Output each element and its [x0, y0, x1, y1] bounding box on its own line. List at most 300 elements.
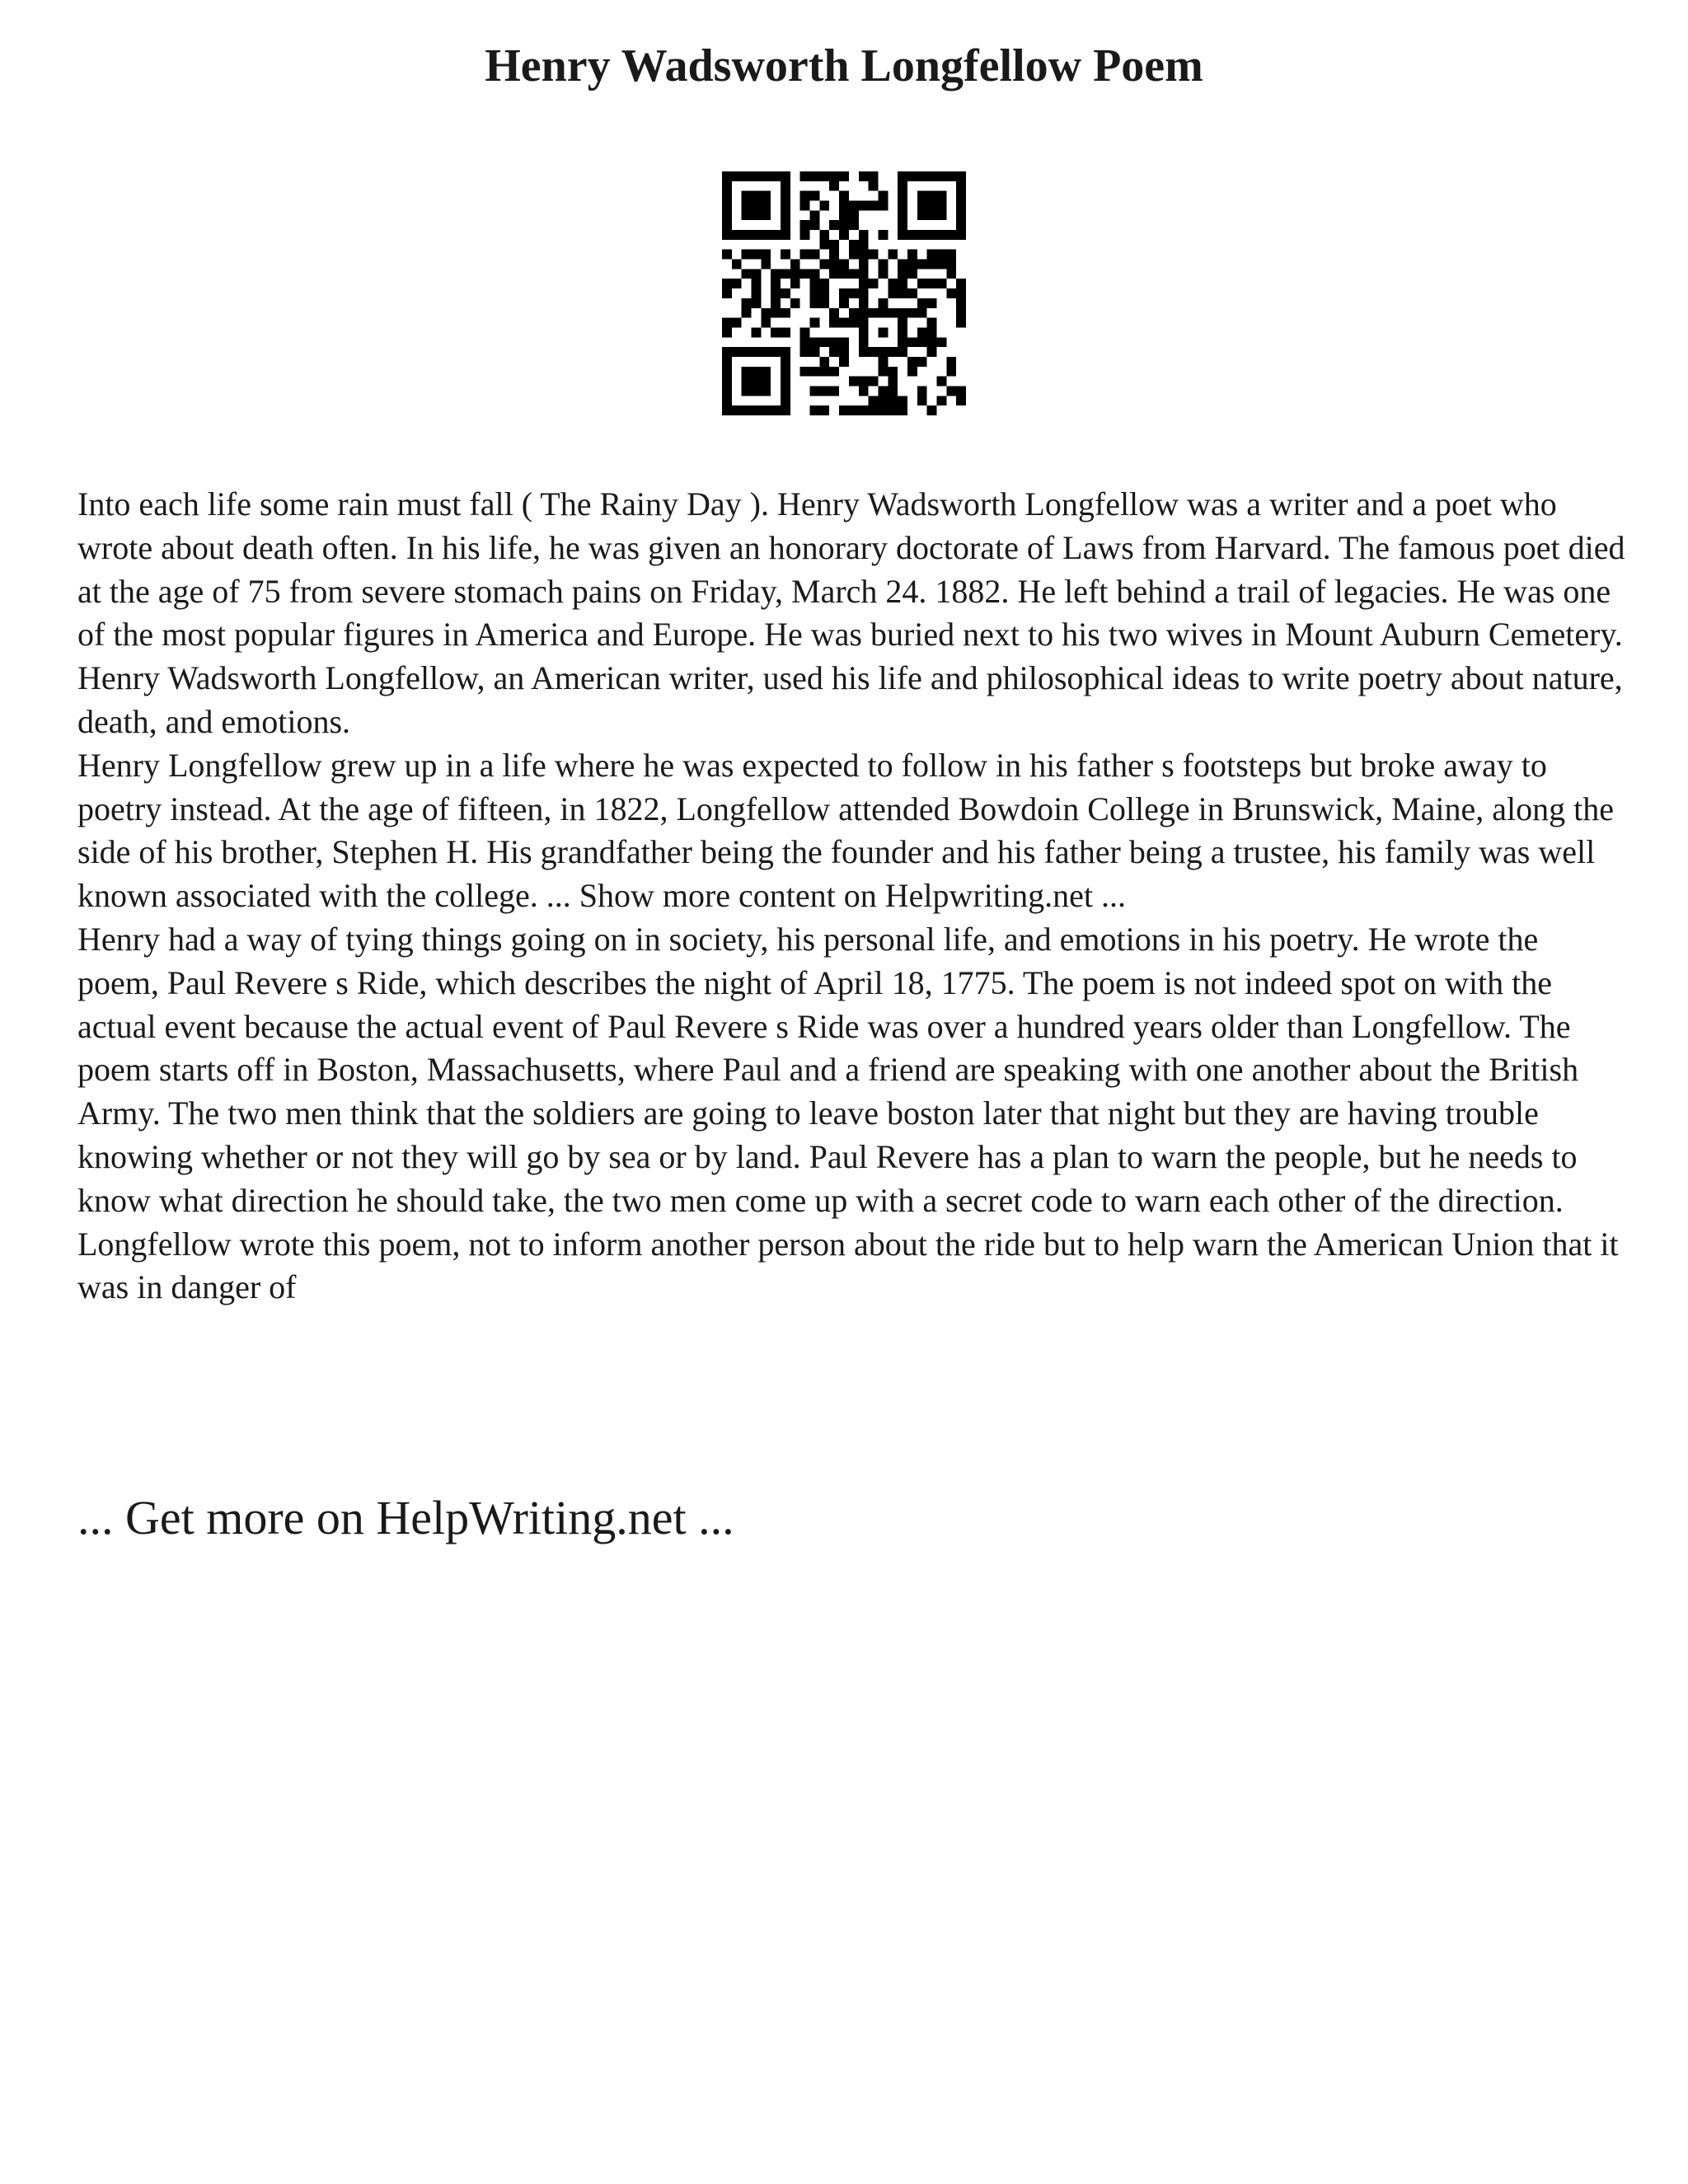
qr-module	[742, 405, 752, 415]
qr-module	[732, 318, 742, 328]
qr-module	[839, 357, 849, 367]
qr-module	[898, 220, 907, 230]
qr-module	[917, 298, 927, 308]
qr-module	[800, 347, 810, 357]
qr-module	[771, 347, 781, 357]
qr-module	[790, 279, 800, 288]
qr-module	[936, 260, 946, 269]
qr-module	[781, 396, 790, 405]
qr-module	[810, 298, 820, 308]
qr-module	[859, 405, 869, 415]
qr-module	[810, 269, 820, 279]
qr-module	[839, 347, 849, 357]
qr-module	[781, 250, 790, 260]
qr-module	[888, 347, 898, 357]
qr-module	[732, 230, 742, 240]
qr-module	[722, 171, 732, 181]
qr-module	[859, 386, 869, 396]
qr-module	[810, 337, 820, 347]
qr-module	[781, 269, 790, 279]
qr-module	[907, 308, 917, 318]
qr-module	[907, 260, 917, 269]
qr-module	[819, 171, 829, 181]
qr-module	[781, 181, 790, 191]
qr-module	[781, 210, 790, 220]
qr-module	[722, 367, 732, 377]
qr-module	[878, 347, 888, 357]
qr-module	[839, 210, 849, 220]
qr-module	[742, 347, 752, 357]
qr-module	[946, 171, 956, 181]
qr-module	[761, 308, 771, 318]
qr-module	[771, 298, 781, 308]
qr-module	[819, 386, 829, 396]
qr-module	[869, 201, 879, 211]
qr-module	[946, 288, 956, 298]
qr-module	[917, 260, 927, 269]
qr-module	[781, 171, 790, 181]
qr-module	[927, 201, 937, 211]
qr-module	[869, 250, 879, 260]
qr-module	[849, 308, 859, 318]
qr-module	[869, 279, 879, 288]
qr-module	[898, 201, 907, 211]
qr-module	[917, 308, 927, 318]
qr-module	[819, 240, 829, 250]
qr-module	[829, 240, 839, 250]
qr-module	[927, 260, 937, 269]
qr-module	[722, 405, 732, 415]
qr-module	[839, 230, 849, 240]
qr-module	[898, 337, 907, 347]
qr-module	[936, 191, 946, 201]
qr-module	[936, 201, 946, 211]
qr-module	[781, 357, 790, 367]
qr-module	[742, 250, 752, 260]
qr-module	[819, 357, 829, 367]
qr-module	[898, 318, 907, 328]
qr-module	[917, 171, 927, 181]
qr-module	[829, 337, 839, 347]
qr-module	[936, 377, 946, 387]
qr-module	[742, 377, 752, 387]
qr-module	[878, 260, 888, 269]
qr-module	[722, 377, 732, 387]
qr-module	[878, 298, 888, 308]
qr-module	[819, 260, 829, 269]
qr-module	[927, 405, 937, 415]
qr-module	[936, 279, 946, 288]
qr-module	[849, 250, 859, 260]
qr-module	[898, 181, 907, 191]
qr-module	[936, 210, 946, 220]
qr-module	[956, 210, 966, 220]
qr-module	[752, 250, 762, 260]
qr-module	[849, 269, 859, 279]
qr-module	[898, 171, 907, 181]
qr-module	[800, 367, 810, 377]
qr-module	[732, 405, 742, 415]
qr-module	[956, 171, 966, 181]
qr-module	[927, 318, 937, 328]
qr-module	[761, 171, 771, 181]
qr-module	[742, 201, 752, 211]
qr-module	[781, 308, 790, 318]
qr-module	[888, 250, 898, 260]
qr-module	[771, 288, 781, 298]
qr-module	[800, 191, 810, 201]
qr-module	[956, 220, 966, 230]
qr-module	[829, 308, 839, 318]
qr-module	[800, 171, 810, 181]
qr-module	[752, 298, 762, 308]
qr-module	[859, 279, 869, 288]
qr-module	[849, 201, 859, 211]
qr-module	[859, 308, 869, 318]
qr-module	[859, 260, 869, 269]
qr-module	[800, 269, 810, 279]
qr-module	[898, 347, 907, 357]
qr-module	[742, 386, 752, 396]
article-body	[77, 483, 1627, 1310]
qr-module	[829, 260, 839, 269]
qr-module	[898, 230, 907, 240]
qr-module	[859, 298, 869, 308]
qr-module	[810, 367, 820, 377]
qr-module	[907, 288, 917, 298]
qr-module	[810, 386, 820, 396]
qr-module	[752, 269, 762, 279]
qr-code-graphic	[722, 171, 966, 415]
qr-module	[859, 347, 869, 357]
qr-module	[917, 357, 927, 367]
qr-module	[800, 220, 810, 230]
qr-module	[722, 181, 732, 191]
qr-module	[888, 288, 898, 298]
qr-module	[956, 308, 966, 318]
qr-module	[878, 367, 888, 377]
qr-module	[771, 269, 781, 279]
qr-module	[781, 191, 790, 201]
qr-module	[781, 377, 790, 387]
qr-module	[839, 191, 849, 201]
qr-module	[849, 210, 859, 220]
qr-module	[722, 318, 732, 328]
qr-module	[752, 171, 762, 181]
qr-module	[752, 279, 762, 288]
qr-module	[761, 405, 771, 415]
qr-module	[742, 367, 752, 377]
qr-module	[752, 367, 762, 377]
qr-module	[781, 405, 790, 415]
qr-module	[761, 318, 771, 328]
qr-module	[790, 260, 800, 269]
qr-module	[927, 327, 937, 337]
qr-module	[898, 405, 907, 415]
qr-module	[849, 288, 859, 298]
qr-module	[878, 269, 888, 279]
qr-module	[869, 171, 879, 181]
qr-module	[761, 230, 771, 240]
qr-module	[761, 191, 771, 201]
qr-module	[771, 171, 781, 181]
qr-module	[898, 327, 907, 337]
qr-module	[907, 171, 917, 181]
qr-module	[956, 386, 966, 396]
paragraph: Into each life some rain must fall ( The Rainy Day ). Henry Wadsworth Longfellow was a writer and a poet who wrote about death often. In his life, he was given an honorary doctorate of Laws from Harvard. The famous poet died at the age of 75 from severe stomach pains on Friday, March 24. 1882. He left behind a trail of legacies. He was one of the most popular figures in America and Europe. He was buried next to his two wives in Mount Auburn Cemetery. Henry Wadsworth Longfellow, an American writer, used his life and philosophical ideas to write poetry about nature, death, and emotions.	[77, 485, 1625, 740]
qr-module	[956, 298, 966, 308]
qr-module	[839, 260, 849, 269]
qr-module	[829, 367, 839, 377]
qr-module	[800, 230, 810, 240]
qr-module	[761, 347, 771, 357]
qr-module	[829, 386, 839, 396]
qr-module	[859, 377, 869, 387]
qr-module	[936, 171, 946, 181]
qr-module	[722, 357, 732, 367]
qr-module	[810, 171, 820, 181]
qr-module	[800, 337, 810, 347]
qr-module	[946, 230, 956, 240]
qr-module	[829, 220, 839, 230]
qr-module	[956, 288, 966, 298]
qr-module	[917, 386, 927, 396]
qr-module	[752, 386, 762, 396]
qr-module	[898, 191, 907, 201]
qr-module	[781, 386, 790, 396]
page-title: Henry Wadsworth Longfellow Poem	[485, 40, 1203, 91]
qr-module	[907, 357, 917, 367]
qr-module	[839, 318, 849, 328]
qr-module	[898, 210, 907, 220]
qr-module	[936, 250, 946, 260]
paragraph: Henry Longfellow grew up in a life where he was expected to follow in his father s footsteps but broke away to poetry instead. At the age of fifteen, in 1822, Longfellow attended Bowdoin College in Brunswick, Maine, along the side of his brother, Stephen H. His grandfather being the founder and his father being a trustee, his family was well known associated with the college. ... Show more content on Helpwriting.net ...	[77, 746, 1615, 915]
qr-module	[752, 347, 762, 357]
qr-module	[927, 337, 937, 347]
qr-module	[732, 279, 742, 288]
qr-module	[917, 279, 927, 288]
qr-module	[869, 396, 879, 405]
qr-module	[742, 230, 752, 240]
qr-module	[878, 191, 888, 201]
qr-code-icon[interactable]	[722, 171, 966, 415]
qr-module	[771, 279, 781, 288]
qr-module	[946, 269, 956, 279]
qr-module	[956, 279, 966, 288]
qr-module	[917, 396, 927, 405]
qr-module	[810, 279, 820, 288]
qr-module	[742, 210, 752, 220]
qr-module	[936, 337, 946, 347]
qr-module	[839, 269, 849, 279]
qr-module	[722, 279, 732, 288]
qr-module	[878, 230, 888, 240]
qr-module	[722, 230, 732, 240]
qr-module	[917, 210, 927, 220]
qr-module	[859, 201, 869, 211]
qr-module	[878, 396, 888, 405]
qr-module	[839, 171, 849, 181]
qr-module	[946, 386, 956, 396]
qr-module	[742, 269, 752, 279]
qr-module	[810, 220, 820, 230]
qr-module	[742, 171, 752, 181]
qr-module	[761, 201, 771, 211]
qr-module	[946, 357, 956, 367]
qr-module	[800, 201, 810, 211]
qr-module	[722, 288, 732, 298]
qr-module	[732, 171, 742, 181]
qr-module	[859, 230, 869, 240]
qr-module	[878, 201, 888, 211]
qr-module	[859, 269, 869, 279]
qr-module	[781, 230, 790, 240]
qr-module	[810, 318, 820, 328]
qr-module	[849, 405, 859, 415]
qr-module	[898, 308, 907, 318]
qr-module	[917, 337, 927, 347]
qr-module	[859, 337, 869, 347]
qr-module	[819, 367, 829, 377]
qr-module	[927, 191, 937, 201]
qr-module	[898, 269, 907, 279]
qr-module	[927, 347, 937, 357]
qr-module	[829, 171, 839, 181]
qr-module	[888, 367, 898, 377]
qr-module	[839, 288, 849, 298]
qr-module	[839, 220, 849, 230]
qr-module	[781, 347, 790, 357]
qr-module	[888, 405, 898, 415]
qr-module	[752, 191, 762, 201]
qr-module	[907, 230, 917, 240]
qr-module	[722, 250, 732, 260]
qr-module	[859, 318, 869, 328]
qr-module	[956, 191, 966, 201]
qr-module	[869, 377, 879, 387]
qr-module	[927, 230, 937, 240]
qr-module	[869, 181, 879, 191]
qr-module	[771, 327, 781, 337]
qr-module	[829, 269, 839, 279]
qr-module	[761, 210, 771, 220]
qr-module	[781, 201, 790, 211]
qr-module	[869, 347, 879, 357]
qr-module	[878, 308, 888, 318]
qr-module	[849, 240, 859, 250]
qr-module	[742, 298, 752, 308]
qr-module	[888, 308, 898, 318]
qr-module	[927, 171, 937, 181]
qr-module	[956, 230, 966, 240]
qr-module	[752, 377, 762, 387]
qr-module	[946, 260, 956, 269]
qr-module	[771, 230, 781, 240]
qr-module	[927, 210, 937, 220]
qr-module	[956, 318, 966, 328]
qr-module	[946, 250, 956, 260]
qr-module	[742, 308, 752, 318]
qr-module	[761, 367, 771, 377]
qr-module	[722, 191, 732, 201]
qr-module	[859, 250, 869, 260]
qr-module	[722, 386, 732, 396]
qr-module	[878, 357, 888, 367]
qr-module	[800, 250, 810, 260]
qr-module	[761, 386, 771, 396]
qr-module	[819, 201, 829, 211]
qr-module	[878, 327, 888, 337]
qr-module	[819, 405, 829, 415]
get-more-link[interactable]: ... Get more on HelpWriting.net ...	[77, 1491, 734, 1544]
qr-module	[917, 191, 927, 201]
qr-module	[819, 288, 829, 298]
qr-module	[898, 288, 907, 298]
qr-module	[878, 405, 888, 415]
qr-module	[810, 191, 820, 201]
qr-module	[752, 405, 762, 415]
qr-module	[917, 230, 927, 240]
qr-module	[722, 210, 732, 220]
qr-module	[752, 201, 762, 211]
qr-module	[761, 260, 771, 269]
qr-module	[810, 405, 820, 415]
qr-module	[771, 308, 781, 318]
qr-module	[849, 318, 859, 328]
qr-module	[810, 210, 820, 220]
qr-module	[810, 250, 820, 260]
qr-module	[819, 279, 829, 288]
qr-module	[956, 201, 966, 211]
qr-module	[859, 171, 869, 181]
qr-module	[722, 220, 732, 230]
qr-module	[859, 240, 869, 250]
qr-module	[839, 405, 849, 415]
qr-module	[790, 298, 800, 308]
qr-module	[839, 201, 849, 211]
qr-module	[800, 327, 810, 337]
qr-module	[819, 298, 829, 308]
qr-module	[752, 327, 762, 337]
qr-module	[781, 220, 790, 230]
qr-module	[752, 210, 762, 220]
qr-module	[927, 279, 937, 288]
qr-module	[869, 405, 879, 415]
qr-module	[839, 298, 849, 308]
paragraph: Henry had a way of tying things going on in society, his personal life, and emotions in his poetry. He wrote the poem, Paul Revere s Ride, which describes the night of April 18, 1775. The poem is not indeed spot on with the actual event because the actual event of Paul Revere s Ride was over a hundred years older than Longfellow. The poem starts off in Boston, Massachusetts, where Paul and a friend are speaking with one another about the British Army. The two men think that the soldiers are going to leave boston later that night but they are having trouble knowing whether or not they will go by sea or by land. Paul Revere has a plan to warn the people, but he needs to know what direction he should take, the two men come up with a secret code to warn each other of the direction. Longfellow wrote this poem, not to inform another person about the ride but to help warn the American Union that it was in danger of	[77, 920, 1619, 1306]
qr-module	[819, 230, 829, 240]
qr-module	[722, 396, 732, 405]
qr-module	[790, 269, 800, 279]
qr-module	[771, 405, 781, 415]
qr-module	[936, 396, 946, 405]
qr-module	[936, 230, 946, 240]
qr-module	[752, 288, 762, 298]
qr-module	[781, 327, 790, 337]
qr-module	[956, 396, 966, 405]
qr-module	[888, 386, 898, 396]
qr-module	[839, 337, 849, 347]
qr-module	[722, 327, 732, 337]
qr-module	[722, 347, 732, 357]
qr-module	[752, 230, 762, 240]
qr-module	[829, 318, 839, 328]
qr-module	[898, 279, 907, 288]
qr-module	[888, 396, 898, 405]
qr-module	[781, 367, 790, 377]
qr-module	[732, 347, 742, 357]
qr-module	[907, 269, 917, 279]
